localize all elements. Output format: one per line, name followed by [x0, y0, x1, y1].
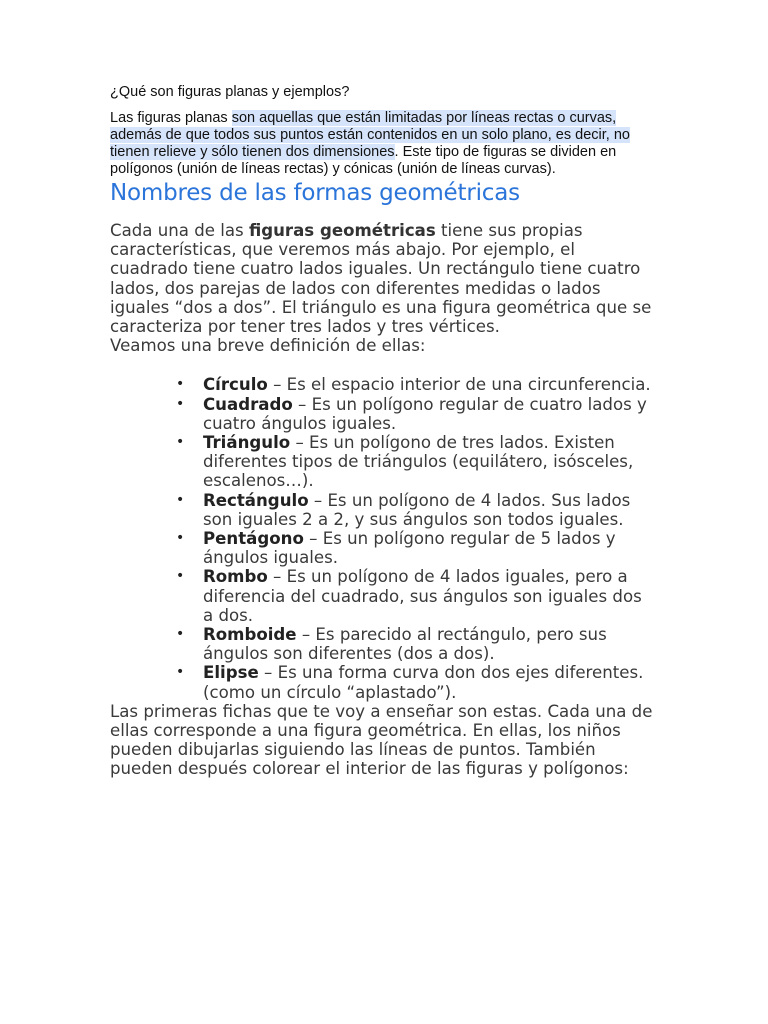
intro-lead: Las figuras planas [110, 110, 232, 126]
list-item [176, 375, 655, 395]
shape-description: – Es un polígono de 4 lados. Sus lados son iguales 2 a 2, y sus ángulos son todos iguales. [203, 490, 631, 529]
shape-name: Círculo [203, 375, 268, 395]
shape-name: Romboide [203, 625, 297, 645]
shape-name: Pentágono [203, 529, 304, 549]
bullet-icon: • [176, 664, 185, 681]
bullet-icon: • [176, 568, 185, 585]
shape-description: – Es una forma curva don dos ejes diferentes. (como un círculo “aplastado”). [203, 663, 644, 702]
bullet-icon: • [176, 395, 185, 412]
paragraph-worksheets: Las primeras fichas que te voy a enseñar son estas. Cada una de ellas corresponde a una figura geométrica. En ellas, los niños pueden dibujarlas siguiendo las líneas de puntos. También pueden después colorear el interior de las figuras y polígonos: [110, 701, 653, 779]
section-heading: Nombres de las formas geométricas [110, 180, 520, 206]
shape-description: – Es el espacio interior de una circunferencia. [267, 375, 651, 395]
shape-name: Triángulo [203, 433, 291, 453]
shape-name: Rombo [203, 567, 268, 587]
bullet-icon: • [176, 376, 185, 393]
intro-paragraph [110, 110, 655, 178]
shape-name: Cuadrado [203, 394, 293, 414]
shape-description: – Es un polígono de 4 lados iguales, pero a diferencia del cuadrado, sus ángulos son iguales dos a dos. [203, 567, 642, 625]
bullet-icon: • [176, 530, 185, 547]
list-item [176, 433, 655, 491]
paragraph1-after: tiene sus propias características, que veremos más abajo. Por ejemplo, el cuadrado tiene cuatro lados iguales. Un rectángulo tiene cuatro lados, dos parejas de lados con diferentes medidas o lados iguales “dos a dos”. El triángulo es una figura geométrica que se caracteriza por tener tres lados y tres vértices. [110, 221, 652, 337]
shapes-list [110, 375, 655, 701]
intro-highlighted-text: son aquellas que están limitadas por líneas rectas o curvas, además de que todos sus puntos están contenidos en un solo plano, es decir, no tienen relieve y sólo tienen dos dimensiones [110, 110, 630, 160]
paragraph-intro-list: Veamos una breve definición de ellas: [110, 336, 426, 356]
bullet-icon: • [176, 434, 185, 451]
list-item [176, 663, 655, 702]
shape-description: – Es un polígono regular de 5 lados y ángulos iguales. [203, 529, 616, 568]
paragraph1-bold: figuras geométricas [248, 221, 436, 240]
list-item [176, 567, 655, 625]
bullet-icon: • [176, 491, 185, 508]
list-item [176, 490, 655, 529]
list-item [176, 625, 655, 664]
shape-description: – Es parecido al rectángulo, pero sus ángulos son diferentes (dos a dos). [203, 625, 607, 664]
shape-name: Elipse [203, 663, 259, 683]
shape-description: – Es un polígono de tres lados. Existen diferentes tipos de triángulos (equilátero, isósceles, escalenos…). [203, 433, 634, 491]
bullet-icon: • [176, 626, 185, 643]
shape-description: – Es un polígono regular de cuatro lados y cuatro ángulos iguales. [203, 394, 647, 433]
list-item [176, 529, 655, 568]
paragraph1-before: Cada una de las [110, 221, 249, 240]
question-line: ¿Qué son figuras planas y ejemplos? [110, 84, 350, 100]
document-page [110, 84, 655, 779]
shape-name: Rectángulo [203, 490, 309, 510]
paragraph-characteristics [110, 221, 655, 336]
list-item [176, 394, 655, 433]
intro-tail: . Este tipo de figuras se dividen en polígonos (unión de líneas rectas) y cónicas (unión de líneas curvas). [110, 144, 617, 177]
